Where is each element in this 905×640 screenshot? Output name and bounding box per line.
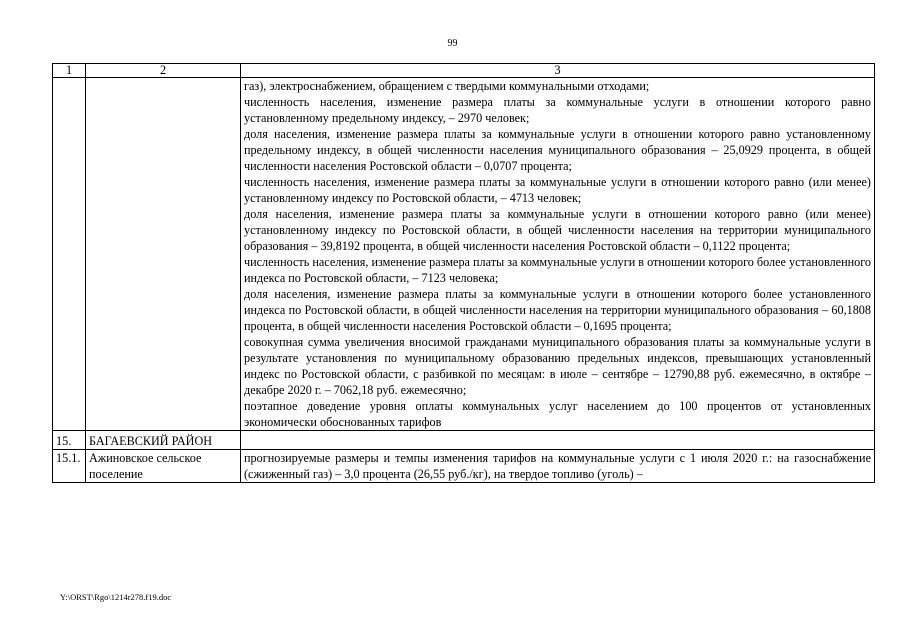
continuation-number-cell (53, 78, 86, 431)
header-col-2: 2 (86, 64, 241, 78)
entry-row (53, 450, 875, 483)
section-title: БАГАЕВСКИЙ РАЙОН (86, 431, 241, 450)
entry-text: прогнозируемые размеры и темпы изменения тарифов на коммунальные услуги с 1 июля 2020 г.: на газоснабжение (сжиженный газ) – 3,0 процента (26,55 руб./кг), на твердое топливо (уголь) – (244, 451, 871, 481)
continuation-row (53, 78, 875, 431)
paragraph: газ), электроснабжением, обращением с твердыми коммунальными отходами; (244, 79, 650, 93)
entry-number: 15.1. (53, 450, 86, 483)
paragraph: доля населения, изменение размера платы за коммунальные услуги в отношении которого равно (или менее) установленному индексу по Ростовской области, в общей численности населения на территории муниципального образования – 39,8192 процента, в общей численности населения Ростовской области – 0,1122 процента; (244, 207, 871, 253)
paragraph: численность населения, изменение размера платы за коммунальные услуги в отношении которого равно (или менее) установленному индексу по Ростовской области, – 4713 человек; (244, 175, 871, 205)
header-col-1: 1 (53, 64, 86, 78)
entry-name: Ажиновское сельское поселение (86, 450, 241, 483)
page-number: 99 (447, 38, 458, 49)
paragraph: совокупная сумма увеличения вносимой гражданами муниципального образования платы за коммунальные услуги в результате установления по муниципальному образованию предельных индексов, превышающих установленный индекс по Ростовской области, с разбивкой по месяцам: в июле – сентябре – 12790,88 руб. ежемесячно, в октябре – декабре 2020 г. – 7062,18 руб. ежемесячно; (244, 335, 871, 397)
section-number: 15. (53, 431, 86, 450)
paragraph: поэтапное доведение уровня оплаты коммунальных услуг населением до 100 процентов от установленных экономически обоснованных тарифов (244, 399, 871, 429)
entry-text-cell (241, 450, 875, 483)
paragraph: численность населения, изменение размера платы за коммунальные услуги в отношении которого более установленного индекса по Ростовской области, – 7123 человека; (244, 255, 872, 285)
section-row (53, 431, 875, 450)
table-header-row (53, 64, 875, 78)
paragraph: доля населения, изменение размера платы за коммунальные услуги в отношении которого более установленного индекса по Ростовской области, в общей численности населения на территории муниципального образования – 60,1808 процента, в общей численности населения Ростовской области – 0,1695 процента; (244, 287, 871, 333)
footer-file-path: Y:\ORST\Rgo\1214r278.f19.doc (60, 592, 172, 602)
paragraph: доля населения, изменение размера платы за коммунальные услуги в отношении которого равно установленному предельному индексу, в общей численности населения муниципального образования – 25,0929 процента, в общей численности населения Ростовской области – 0,0707 процента; (244, 127, 871, 173)
document-table (52, 63, 875, 483)
section-empty-cell (241, 431, 875, 450)
continuation-text-cell (241, 78, 875, 431)
continuation-name-cell (86, 78, 241, 431)
header-col-3: 3 (241, 64, 875, 78)
paragraph: численность населения, изменение размера платы за коммунальные услуги в отношении которого равно установленному предельному индексу, – 2970 человек; (244, 95, 871, 125)
